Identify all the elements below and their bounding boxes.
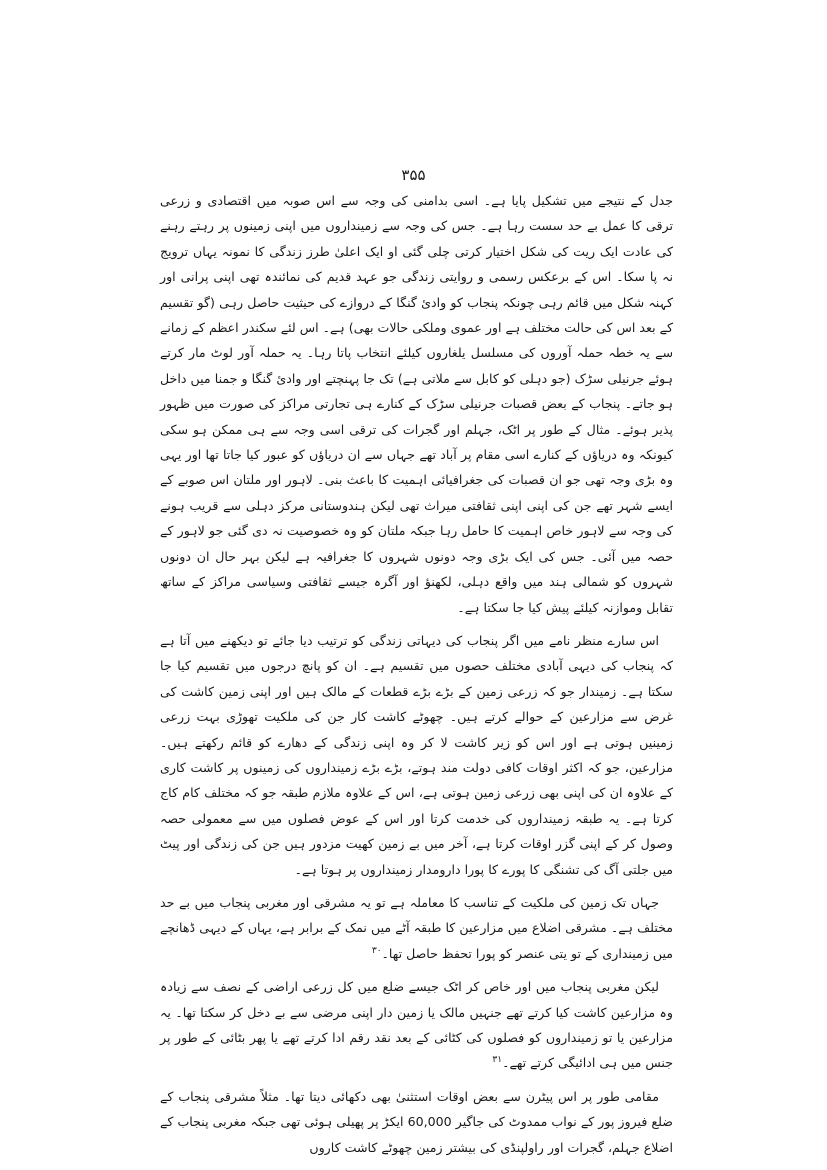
- paragraph-text: جہاں تک زمین کی ملکیت کے تناسب کا معاملہ ہے تو یہ مشرقی اور مغربی پنجاب میں بے حد مختلف ہے۔ مشرقی اضلاع میں مزارعین کا طبقہ آٹے میں نمک کے برابر ہے، یہاں کے دیہی ڈھانچے میں زمینداری کے تو یتی عنصر کو پورا تحفظ حاصل تھا۔: [160, 894, 673, 961]
- paragraph-1: [160, 188, 673, 620]
- paragraph-3: [160, 890, 673, 966]
- footnote-marker: ۳۰: [371, 945, 382, 956]
- paragraph-2: [160, 628, 673, 882]
- paragraph-4: [160, 974, 673, 1076]
- paragraph-text: جدل کے نتیجے میں تشکیل پایا ہے۔ اسی بدامنی کی وجہ سے اس صوبہ میں اقتصادی و زرعی ترقی کا عمل بے حد سست رہا ہے۔ جس کی وجہ سے زمینداروں میں اپنی زمینوں پر رہتے رہنے کی عادت ایک ریت کی شکل اختیار کرتی چلی گئی او ایک اعلیٰ طرز زندگی کا نمونہ یہاں ترویج نہ پا سکا۔ اس کے برعکس رسمی و روایتی زندگی جو عہد قدیم کی نمائندہ تھی اپنی پرانی اور کہنہ شکل میں قائم رہی چونکہ پنجاب کو وادیٔ گنگا کے دروازے کی حیثیت حاصل رہی (گو تقسیم کے بعد اس کی حالت مختلف ہے اور عموی وملکی حالات بھی) ہے۔ اس لئے سکندر اعظم کے زمانے سے یہ خطہ حملہ آوروں کی مسلسل یلغاروں کیلئے انتخاب پاتا رہا۔ یہ حملہ آور لوٹ مار کرتے ہوئے جرنیلی سڑک (جو دہلی کو کابل سے ملاتی ہے) تک جا پہنچتے اور وادیٔ گنگا و جمنا میں داخل ہو جاتے۔ پنجاب کے بعض قصبات جرنیلی سڑک کے کنارے ہی تجارتی مراکز کی صورت میں ظہور پذیر ہوئے۔ مثال کے طور پر اٹک، جہلم اور گجرات کی ترقی اسی وجہ سے ہی ممکن ہو سکی کیونکہ وہ دریاؤں کے کنارے اسی مقام پر آباد تھے جہاں سے ان دریاؤں کو عبور کیا جاتا تھا اور یہی وہ بڑی وجہ تھی جو ان قصبات کی جغرافیائی اہمیت کا باعث بنی۔ لاہور اور ملتان اس صوبے کے ایسے شہر تھے جن کی اپنی اپنی ثقافتی میراث تھی لیکن ہندوستانی مرکز دہلی سے قریب ہونے کی وجہ سے لاہور خاص اہمیت کا حامل رہا جبکہ ملتان کو وہ خصوصیت نہ دی گئی جو لاہور کے حصہ میں آئی۔ جس کی ایک بڑی وجہ دونوں شہروں کا جغرافیہ ہے لیکن بہر حال ان دونوں شہروں کو شمالی ہند میں واقع دہلی، لکھنؤ اور آگرہ جیسے ثقافتی وسیاسی مراکز کے ساتھ تقابل وموازنہ کیلئے پیش کیا جا سکتا ہے۔: [160, 193, 673, 615]
- footnote-marker: ۳۱: [492, 1055, 503, 1066]
- paragraph-text: لیکن مغربی پنجاب میں اور خاص کر اٹک جیسے ضلع میں کل زرعی اراضی کے نصف سے زیادہ وہ مزارعین کاشت کیا کرتے تھے جنہیں مالک یا زمین دار اپنی مرضی سے بے دخل کر سکتا تھا۔ یہ مزارعین یا تو زمینداروں کو فصلوں کی کٹائی کے بعد نقد رقم ادا کرتے تھے یا پھر بٹائی کے طور پر جنس میں ہی ادائیگی کرتے تھے۔: [160, 979, 673, 1071]
- document-body: [160, 188, 673, 1160]
- paragraph-5: [160, 1084, 673, 1160]
- page-number: ۳۵۵: [401, 166, 426, 184]
- paragraph-text: مقامی طور پر اس پیٹرن سے بعض اوقات استثنیٰ بھی دکھائی دیتا تھا۔ مثلاً مشرقی پنجاب کے ضلع فیروز پور کے نواب ممدوٹ کی جاگیر 60,000 ایکڑ پر پھیلی ہوئی تھی جبکہ مغربی پنجاب کے اضلاع جہلم، گجرات اور راولپنڈی کی بیشتر زمین چھوٹے کاشت کاروں: [160, 1088, 673, 1155]
- paragraph-text: اس سارے منظر نامے میں اگر پنجاب کی دیہاتی زندگی کو ترتیب دیا جائے تو دیکھنے میں آتا ہے کہ پنجاب کی دیہی آبادی مختلف حصوں میں تقسیم ہے۔ ان کو پانچ درجوں میں تقسیم کیا جا سکتا ہے۔ زمیندار جو کہ زرعی زمین کے بڑے بڑے قطعات کے مالک ہیں اور اپنی زمین کاشت کی غرض سے مزارعین کے حوالے کرتے ہیں۔ چھوٹے کاشت کار جن کی ملکیت تھوڑی بہت زرعی زمینیں ہوتی ہے اور اس کو زیر کاشت لا کر وہ اپنی زندگی کے دھارے کو قائم رکھتے ہیں۔ مزارعین، جو کہ اکثر اوقات کافی دولت مند ہوتے، بڑے بڑے زمینداروں کی زمینوں پر کاشت کاری کے علاوہ ان کی اپنی بھی زرعی زمین ہوتی ہے، اس کے علاوہ ملازم طبقہ جو کہ مختلف کام کاج کرتا ہے۔ یہ طبقہ زمینداروں کی خدمت کرتا اور اس کے عوض فصلوں میں سے معمولی حصہ وصول کر کے اپنی گزر اوقات کرتا ہے، آخر میں بے زمین کھیت مزدور ہیں جن کی زندگی اور پیٹ میں جلتی آگ کی تشنگی کا پورے کا پورا دارومدار زمینداروں پر ہوتا ہے۔: [160, 632, 673, 877]
